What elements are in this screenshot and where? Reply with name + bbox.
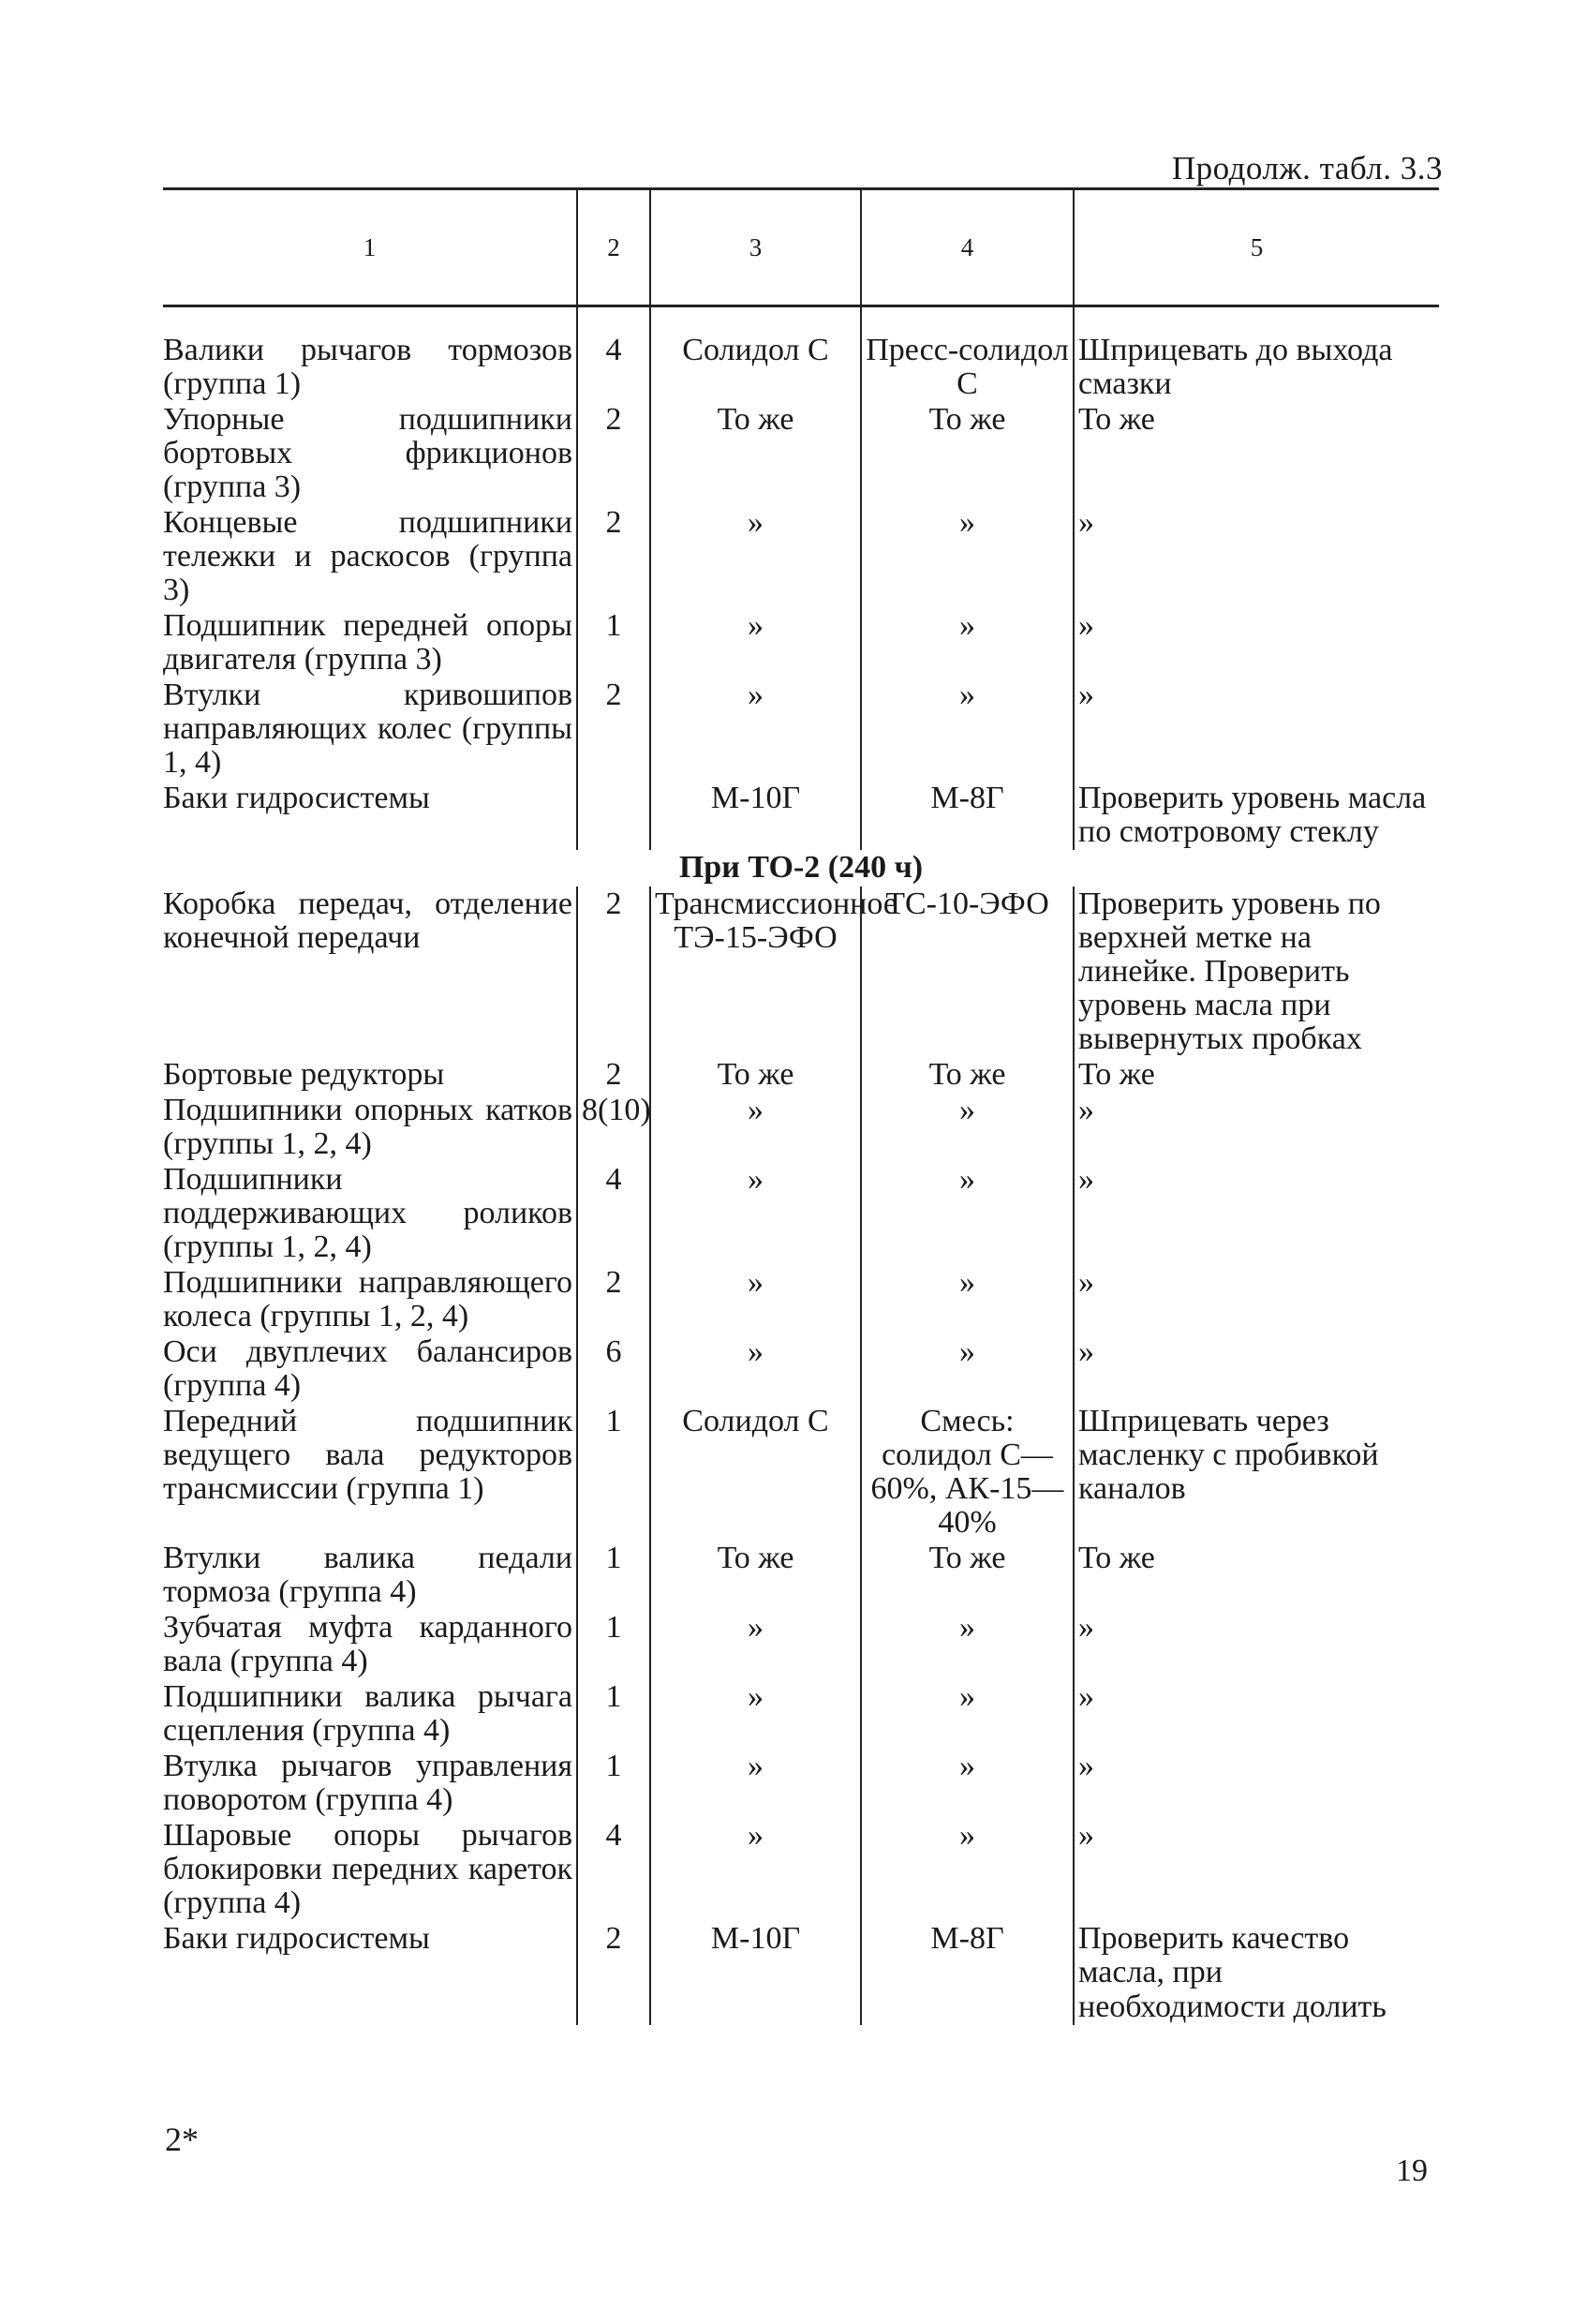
item-name: Подшипники направляющего колеса (группы 1, 2, 4): [163, 1264, 572, 1333]
item-name: Втулка рычагов управления поворотом (группа 4): [163, 1749, 572, 1818]
instruction-note: »: [1074, 1265, 1439, 1334]
lubricant-winter: То же: [861, 1541, 1074, 1610]
column-header: 1: [163, 189, 577, 306]
lubrication-points: [577, 781, 650, 850]
table-row: [163, 886, 1439, 1057]
column-header: 2: [577, 189, 650, 306]
lubricant-winter: »: [861, 1265, 1074, 1334]
instruction-note: То же: [1074, 1057, 1439, 1093]
lubricant-winter: »: [861, 1093, 1074, 1162]
table-header: [163, 189, 1439, 306]
lubricant-winter: »: [861, 1610, 1074, 1679]
lubricant-summer: То же: [650, 402, 861, 505]
instruction-note: Шприцевать до выхода смазки: [1074, 306, 1439, 403]
lubricant-winter: »: [861, 1818, 1074, 1921]
section-title: При ТО-2 (240 ч): [678, 850, 924, 886]
lubricant-summer: Солидол С: [650, 1404, 861, 1541]
lubrication-points: 1: [577, 1610, 650, 1679]
table-row: [163, 1610, 1439, 1679]
signature-mark: 2*: [165, 2121, 199, 2158]
lubricant-winter: М-8Г: [861, 781, 1074, 850]
instruction-note: »: [1074, 1610, 1439, 1679]
lubricant-summer: То же: [650, 1057, 861, 1093]
lubrication-points: 2: [577, 1057, 650, 1093]
lubricant-summer: Трансмиссионное ТЭ-15-ЭФО: [650, 886, 861, 1057]
table-row: [163, 1679, 1439, 1749]
lubrication-points: 4: [577, 1162, 650, 1265]
item-name: Подшипник передней опоры двигателя (группа 3): [163, 608, 572, 678]
column-header: 4: [861, 189, 1074, 306]
instruction-note: То же: [1074, 1541, 1439, 1610]
section-row: [163, 850, 1439, 886]
item-name: Валики рычагов тормозов (группа 1): [163, 333, 572, 402]
item-name: Подшипники валика рычага сцепления (группа 4): [163, 1679, 572, 1749]
table-row: [163, 1334, 1439, 1404]
lubrication-points: 1: [577, 608, 650, 678]
lubrication-points: 2: [577, 678, 650, 781]
lubricant-summer: М-10Г: [650, 1921, 861, 2024]
lubricant-summer: »: [650, 608, 861, 678]
table-row: [163, 1818, 1439, 1921]
table-row: [163, 1404, 1439, 1541]
table-row: [163, 505, 1439, 608]
lubricant-winter: »: [861, 608, 1074, 678]
item-name: Зубчатая муфта карданного вала (группа 4): [163, 1610, 572, 1679]
instruction-note: »: [1074, 505, 1439, 608]
item-name: Передний подшипник ведущего вала редукторов трансмиссии (группа 1): [163, 1403, 572, 1507]
table-row: [163, 402, 1439, 505]
lubricant-summer: »: [650, 505, 861, 608]
header-row: [163, 189, 1439, 306]
lubrication-points: 2: [577, 886, 650, 1057]
instruction-note: »: [1074, 608, 1439, 678]
table-row: [163, 678, 1439, 781]
lubricant-winter: То же: [861, 402, 1074, 505]
table-row: [163, 1162, 1439, 1265]
table-row: [163, 306, 1439, 403]
lubricant-winter: »: [861, 505, 1074, 608]
item-name: Упорные подшипники бортовых фрикционов (группа 3): [163, 402, 572, 505]
instruction-note: »: [1074, 1749, 1439, 1818]
table-row: [163, 1541, 1439, 1610]
item-name: Подшипники поддерживающих роликов (группы 1, 2, 4): [163, 1161, 572, 1264]
lubrication-points: 1: [577, 1541, 650, 1610]
lubricant-winter: То же: [861, 1057, 1074, 1093]
column-header: 3: [650, 189, 861, 306]
instruction-note: Проверить уровень масла по смотровому стеклу: [1074, 781, 1439, 850]
lubricant-summer: Солидол С: [650, 306, 861, 403]
instruction-note: »: [1074, 1334, 1439, 1404]
lubrication-points: 1: [577, 1749, 650, 1818]
lubricant-winter: Смесь: солидол С—60%, АК-15—40%: [861, 1404, 1074, 1541]
lubricant-summer: »: [650, 678, 861, 781]
column-header: 5: [1074, 189, 1439, 306]
lubricant-winter: »: [861, 1749, 1074, 1818]
instruction-note: »: [1074, 1093, 1439, 1162]
item-name: Коробка передач, отделение конечной передачи: [163, 886, 572, 955]
instruction-note: »: [1074, 1162, 1439, 1265]
lubricant-summer: »: [650, 1093, 861, 1162]
lubricant-winter: М-8Г: [861, 1921, 1074, 2024]
lubricant-summer: »: [650, 1265, 861, 1334]
instruction-note: Шприцевать через масленку с пробивкой каналов: [1074, 1404, 1439, 1541]
lubricant-winter: ТС-10-ЭФО: [861, 886, 1074, 1057]
lubricant-summer: »: [650, 1610, 861, 1679]
lubrication-points: 6: [577, 1334, 650, 1404]
lubrication-points: 2: [577, 1265, 650, 1334]
table-row: [163, 1265, 1439, 1334]
lubricant-winter: »: [861, 678, 1074, 781]
table-row: [163, 608, 1439, 678]
lubricant-summer: »: [650, 1679, 861, 1749]
item-name: Баки гидросистемы: [163, 1921, 430, 1957]
instruction-note: »: [1074, 1679, 1439, 1749]
item-name: Шаровые опоры рычагов блокировки передних кареток (группа 4): [163, 1818, 572, 1921]
lubrication-points: 2: [577, 1921, 650, 2024]
table-row: [163, 1057, 1439, 1093]
instruction-note: »: [1074, 678, 1439, 781]
lubricant-winter: Пресс-солидол С: [861, 306, 1074, 403]
lubrication-points: 1: [577, 1404, 650, 1541]
item-name: Баки гидросистемы: [163, 781, 430, 816]
item-name: Подшипники опорных катков (группы 1, 2, 4): [163, 1092, 572, 1161]
lubricant-summer: »: [650, 1162, 861, 1265]
lubricant-summer: М-10Г: [650, 781, 861, 850]
table-row: [163, 1749, 1439, 1818]
lubricant-summer: »: [650, 1749, 861, 1818]
instruction-note: Проверить качество масла, при необходимости долить: [1074, 1921, 1439, 2024]
table-continuation-caption: Продолж. табл. 3.3: [1171, 150, 1443, 186]
lubrication-points: 1: [577, 1679, 650, 1749]
instruction-note: »: [1074, 1818, 1439, 1921]
table-row: [163, 1093, 1439, 1162]
lubrication-table: [163, 187, 1439, 2025]
item-name: Бортовые редукторы: [163, 1056, 445, 1092]
item-name: Втулки валика педали тормоза (группа 4): [163, 1541, 572, 1610]
lubricant-summer: То же: [650, 1541, 861, 1610]
table-body: [163, 306, 1439, 2025]
lubricant-summer: »: [650, 1818, 861, 1921]
lubricant-winter: »: [861, 1334, 1074, 1404]
lubricant-summer: »: [650, 1334, 861, 1404]
item-name: Концевые подшипники тележки и раскосов (группа 3): [163, 505, 572, 608]
lubrication-points: 2: [577, 402, 650, 505]
table-row: [163, 1921, 1439, 2024]
instruction-note: Проверить уровень по верхней метке на линейке. Проверить уровень масла при вывернутых пробках: [1074, 886, 1439, 1057]
page-number: 19: [1396, 2153, 1428, 2188]
lubricant-winter: »: [861, 1162, 1074, 1265]
lubrication-points: 8(10): [577, 1093, 650, 1162]
item-name: Оси двуплечих балансиров (группа 4): [163, 1333, 572, 1403]
lubrication-points: 4: [577, 1818, 650, 1921]
item-name: Втулки кривошипов направляющих колес (группы 1, 4): [163, 678, 572, 781]
lubrication-points: 2: [577, 505, 650, 608]
lubricant-winter: »: [861, 1679, 1074, 1749]
instruction-note: То же: [1074, 402, 1439, 505]
lubrication-points: 4: [577, 306, 650, 403]
table-row: [163, 781, 1439, 850]
